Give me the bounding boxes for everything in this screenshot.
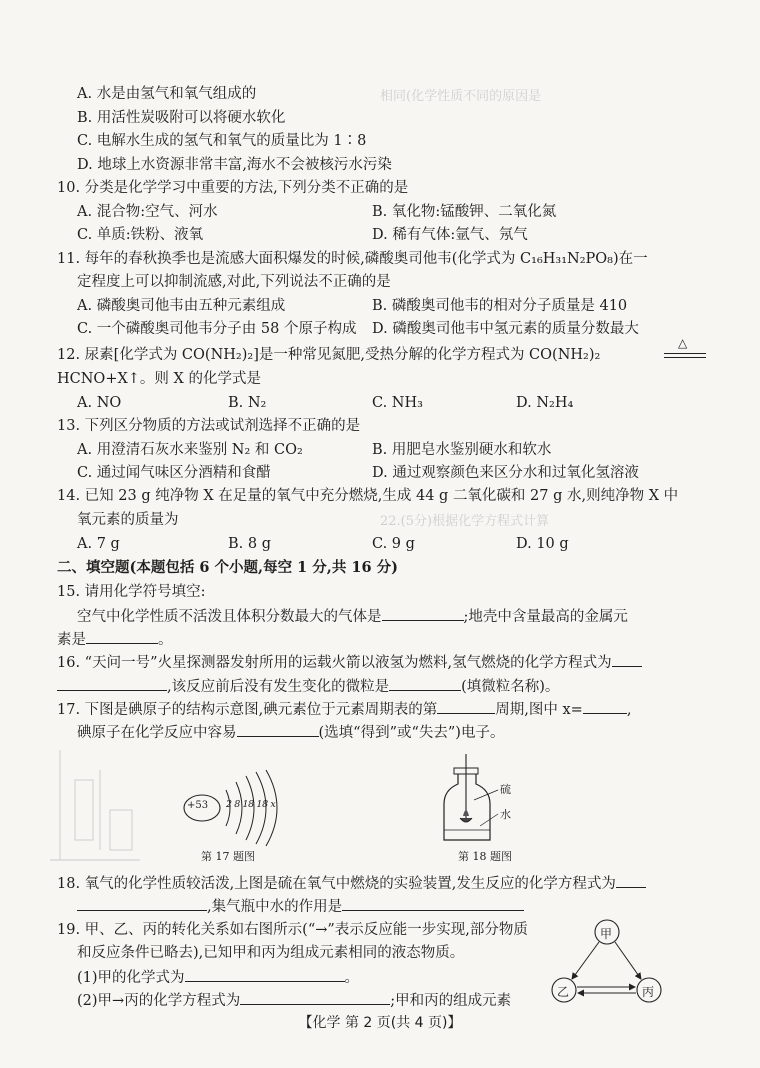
electron-count-label: 2 8 18 18 x: [226, 799, 276, 810]
q16-blank-2[interactable]: [389, 676, 461, 691]
q12-option-c: C. NH₃: [372, 395, 423, 411]
section-heading-fill-in: 二、填空题(本题包括 6 个小题,每空 1 分,共 16 分): [57, 559, 398, 576]
q13-option-c: C. 通过闻气味区分酒精和食醋: [77, 465, 271, 481]
q18-blank-1[interactable]: [616, 873, 646, 888]
q14-option-d: D. 10 g: [516, 536, 569, 552]
nucleus-charge-label: +53: [187, 800, 209, 811]
node-yi-label: 乙: [557, 985, 570, 999]
q17-text-c: ,: [626, 702, 632, 718]
q19-part1: [77, 967, 359, 988]
q19-blank-1[interactable]: [185, 967, 345, 982]
q18-text-a: 18. 氧气的化学性质较活泼,上图是硫在氧气中燃烧的实验装置,发生反应的化学方程式为: [57, 876, 616, 892]
q19-text-d: ;甲和丙的组成元素: [390, 993, 512, 1009]
q10-option-c: C. 单质:铁粉、液氧: [77, 227, 204, 243]
bleed-through-text: 相同(化学性质不同的原因是: [380, 89, 542, 104]
q11-option-c: C. 一个磷酸奥司他韦分子由 58 个原子构成: [77, 321, 357, 337]
fig18-caption: 第 18 题图: [458, 850, 512, 863]
q11-option-a: A. 磷酸奥司他韦由五种元素组成: [77, 298, 286, 314]
q13-option-a: A. 用澄清石灰水来鉴别 N₂ 和 CO₂: [77, 442, 303, 458]
arrow-jia-to-yi: [572, 942, 599, 979]
node-bing-label: 丙: [642, 985, 655, 999]
flame: [463, 810, 469, 816]
q17-text-d: 碘原子在化学反应中容易: [77, 725, 237, 741]
label-sulfur: 硫: [500, 783, 511, 796]
q18-line1: [57, 873, 646, 894]
label-line-water: [480, 814, 498, 826]
q11-option-d: D. 磷酸奥司他韦中氢元素的质量分数最大: [372, 321, 639, 337]
q16-blank-1-cont[interactable]: [57, 676, 167, 691]
q15-text-a: 空气中化学性质不活泼且体积分数最大的气体是: [77, 609, 382, 625]
q15-text-c: 素是: [57, 632, 86, 648]
q19-text-c: (2)甲→丙的化学方程式为: [77, 993, 241, 1009]
q19-text-b: 。: [344, 970, 360, 986]
q16-text-c: (填微粒名称)。: [461, 679, 560, 695]
q16-text-a: 16. “天问一号”火星探测器发射所用的运载火箭以液氢为燃料,氢气燃烧的化学方程式为: [57, 655, 612, 671]
q11-stem-line2: 定程度上可以抑制流感,对此,下列说法不正确的是: [77, 274, 391, 290]
q12-stem-line2: HCNO+X↑。则 X 的化学式是: [57, 371, 261, 387]
q14-option-c: C. 9 g: [372, 536, 415, 552]
q16-line1: [57, 652, 642, 673]
node-jia-label: 甲: [600, 927, 613, 941]
q13-option-d: D. 通过观察颜色来区分水和过氧化氢溶液: [372, 465, 639, 481]
q14-option-a: A. 7 g: [77, 536, 120, 552]
q13-option-b: B. 用肥皂水鉴别硬水和软水: [372, 442, 552, 458]
q12-option-a: A. NO: [77, 395, 122, 411]
q13-stem: 13. 下列区分物质的方法或试剂选择不正确的是: [57, 418, 361, 434]
q15-text-b: ;地壳中含量最高的金属元: [463, 609, 628, 625]
label-water: 水: [500, 808, 511, 821]
arrow-jia-to-bing: [615, 942, 641, 979]
q16-blank-1[interactable]: [612, 652, 642, 667]
q14-option-b: B. 8 g: [228, 536, 271, 552]
bleed-through-apparatus: [40, 740, 150, 870]
q10-option-a: A. 混合物:空气、河水: [77, 204, 218, 220]
page-footer: 【化学 第 2 页(共 4 页)】: [298, 1015, 462, 1031]
q19-line2: 和反应条件已略去),已知甲和丙为组成元素相同的液态物质。: [77, 945, 465, 961]
q12-stem-line1: 12. 尿素[化学式为 CO(NH₂)₂]是一种常见氮肥,受热分解的化学方程式为 CO(NH₂)₂: [57, 347, 601, 363]
q16-text-b: ,该反应前后没有发生变化的微粒是: [167, 679, 390, 695]
q15-line1: [77, 606, 628, 627]
fig17-caption: 第 17 题图: [201, 850, 255, 863]
q18-text-b: ,集气瓶中水的作用是: [207, 899, 343, 915]
q11-option-b: B. 磷酸奥司他韦的相对分子质量是 410: [372, 298, 628, 314]
q19-line1: 19. 甲、乙、丙的转化关系如右图所示(“→”表示反应能一步实现,部分物质: [57, 922, 528, 938]
q18-blank-2[interactable]: [342, 896, 524, 911]
q9-option-c: C. 电解水生成的氢气和氧气的质量比为 1∶8: [77, 133, 367, 149]
q18-line2: [77, 896, 524, 917]
q17-text-b: 周期,图中 x=: [495, 702, 583, 718]
q12-option-d: D. N₂H₄: [516, 395, 574, 411]
combustion-spoon: [460, 818, 472, 822]
q11-stem-line1: 11. 每年的春秋换季也是流感大面积爆发的时候,磷酸奥司他韦(化学式为 C₁₆H₃₁N₂PO₈)在一: [57, 251, 648, 267]
q15-text-d: 。: [158, 632, 173, 648]
sulfur-combustion-apparatus: [440, 752, 520, 846]
q10-option-d: D. 稀有气体:氩气、氖气: [372, 227, 528, 243]
q15-blank-1[interactable]: [382, 606, 464, 621]
q15-blank-2[interactable]: [86, 629, 158, 644]
q19-blank-2[interactable]: [240, 990, 390, 1005]
delta-symbol: △: [678, 336, 688, 350]
q12-option-b: B. N₂: [228, 395, 267, 411]
bleed-through-text: 22.(5分)根据化学方程式计算: [380, 514, 550, 529]
q19-part2: [77, 990, 511, 1011]
q17-text-a: 17. 下图是碘原子的结构示意图,碘元素位于元素周期表的第: [57, 702, 438, 718]
q15-line2: [57, 629, 173, 650]
q9-option-b: B. 用活性炭吸附可以将硬水软化: [77, 110, 286, 126]
q10-option-b: B. 氧化物:锰酸钾、二氧化氮: [372, 204, 557, 220]
q17-blank-1[interactable]: [437, 699, 495, 714]
q15-stem: 15. 请用化学符号填空:: [57, 584, 206, 600]
q17-text-e: (选填“得到”或“失去”)电子。: [318, 725, 505, 741]
heat-condition-mark: [664, 336, 706, 366]
q10-stem: 10. 分类是化学学习中重要的方法,下列分类不正确的是: [57, 180, 409, 196]
q9-option-d: D. 地球上水资源非常丰富,海水不会被核污水污染: [77, 157, 392, 173]
transformation-diagram: [548, 918, 698, 1006]
q18-blank-1-cont[interactable]: [77, 896, 207, 911]
q9-option-a: A. 水是由氢气和氧气组成的: [77, 86, 257, 102]
q14-stem-line2: 氧元素的质量为: [77, 512, 179, 528]
q16-line2: [57, 676, 559, 697]
q19-text-a: (1)甲的化学式为: [77, 970, 185, 986]
q14-stem-line1: 14. 已知 23 g 纯净物 X 在足量的氧气中充分燃烧,生成 44 g 二氧化碳和 27 g 水,则纯净物 X 中: [57, 488, 679, 504]
q17-line1: [57, 699, 631, 720]
q17-blank-2[interactable]: [583, 699, 627, 714]
q17-blank-3[interactable]: [237, 722, 319, 737]
